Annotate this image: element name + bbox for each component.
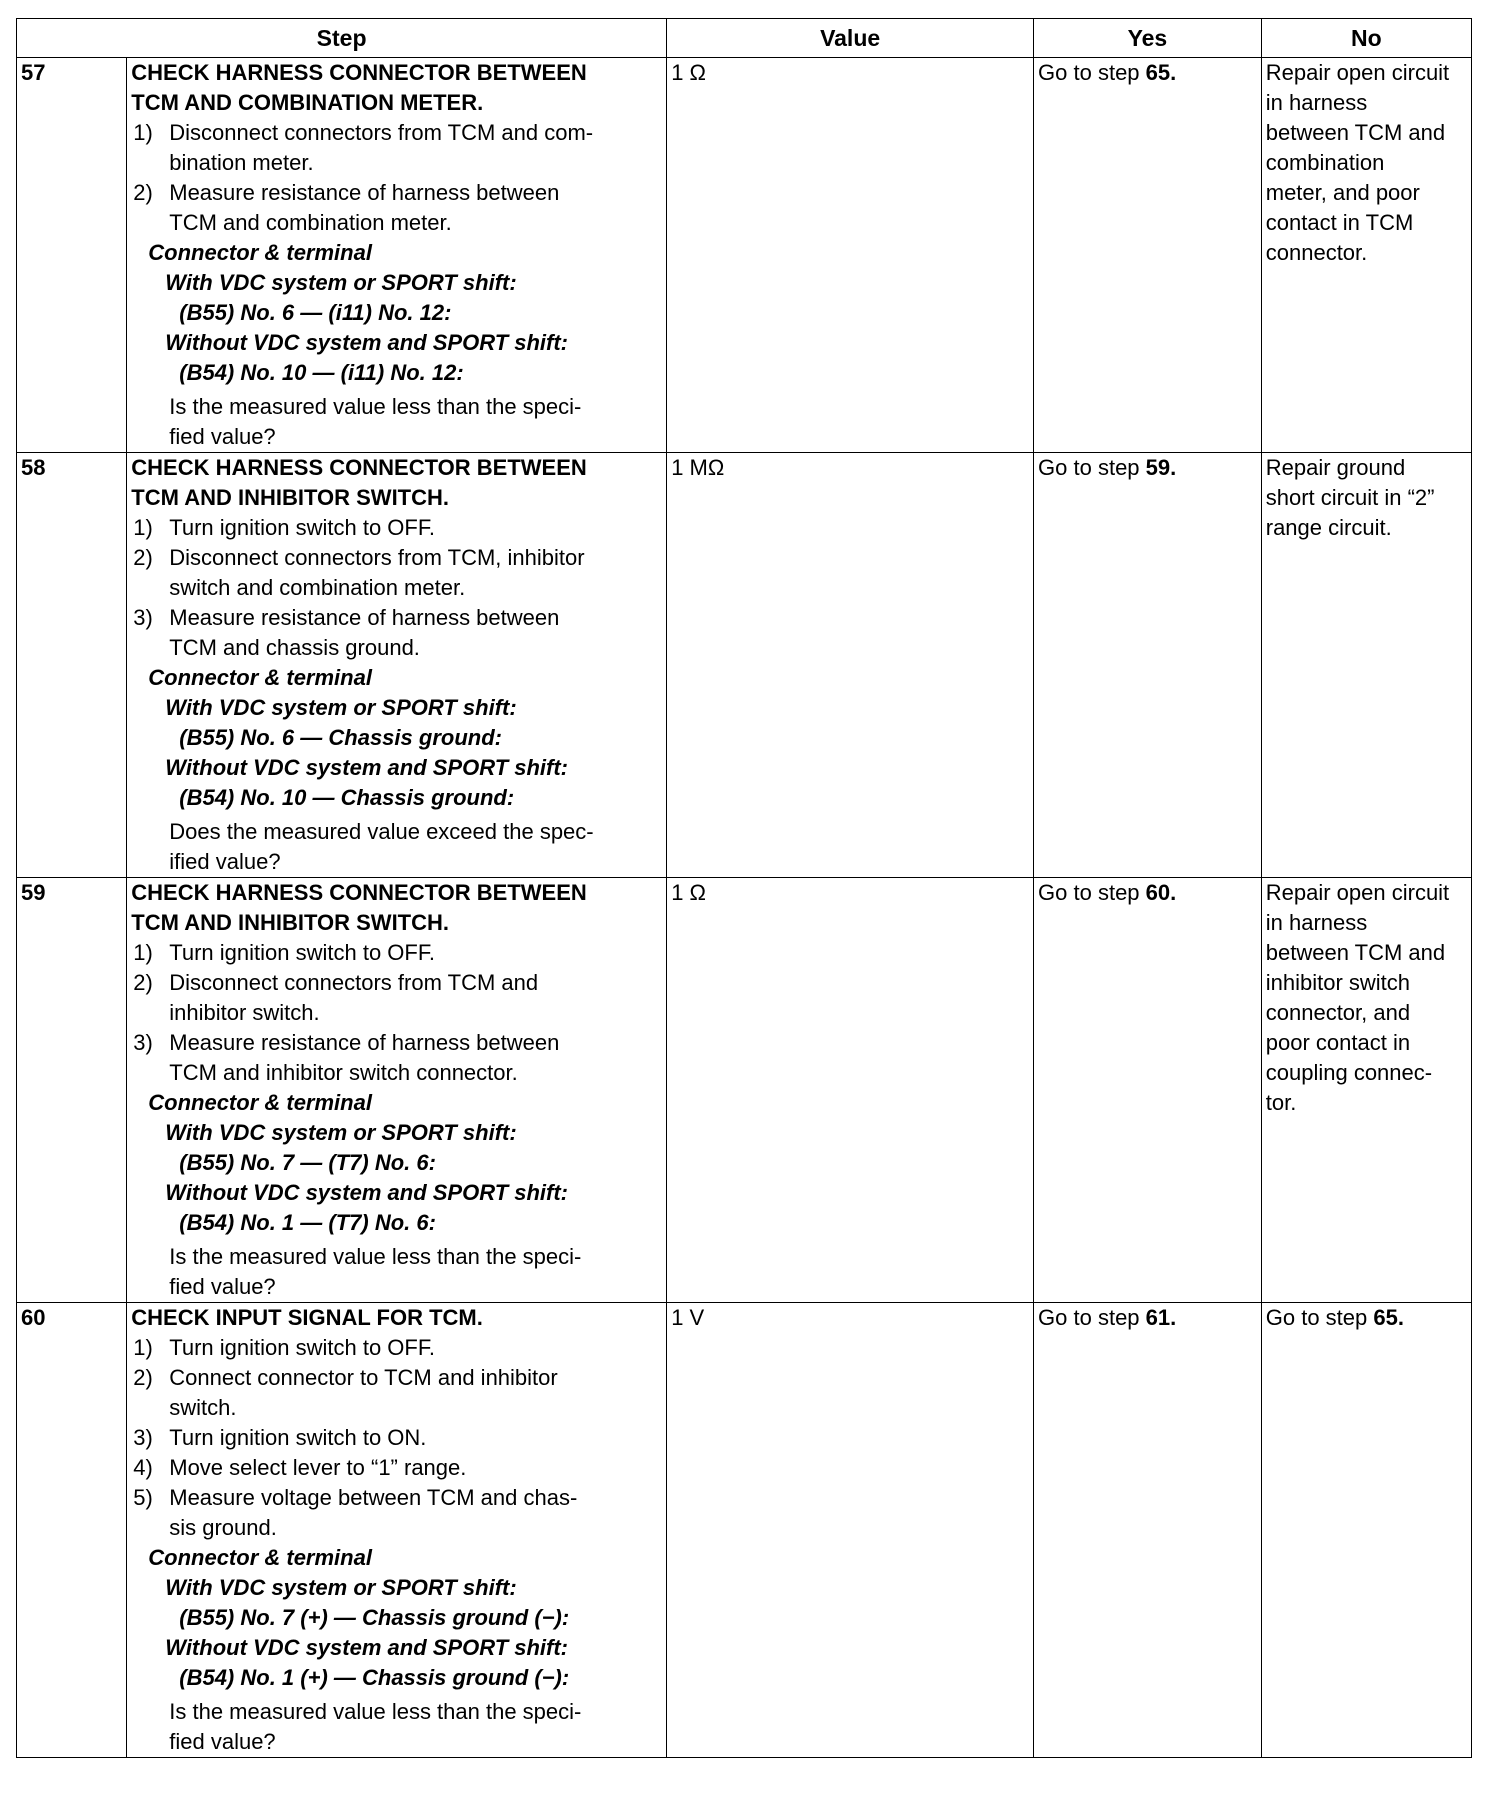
table-row bbox=[17, 878, 1472, 1303]
connector-heading: Connector & terminal bbox=[148, 1090, 372, 1115]
without-vdc-terminal: (B54) No. 10 — Chassis ground: bbox=[179, 785, 515, 810]
yes-step: 65. bbox=[1145, 60, 1177, 85]
list-number: 2) bbox=[133, 545, 153, 570]
list-item bbox=[133, 118, 662, 178]
connector-heading: Connector & terminal bbox=[148, 665, 372, 690]
list-number: 1) bbox=[133, 1335, 153, 1360]
table-row bbox=[17, 453, 1472, 878]
no-step: 65. bbox=[1373, 1305, 1404, 1330]
with-vdc-label: With VDC system or SPORT shift: bbox=[165, 1120, 517, 1145]
step-description bbox=[127, 1303, 667, 1758]
step-list bbox=[131, 118, 662, 238]
step-title: CHECK INPUT SIGNAL FOR TCM. bbox=[131, 1305, 483, 1330]
header-no: No bbox=[1261, 19, 1471, 58]
list-item bbox=[133, 513, 662, 543]
list-text: Measure voltage between TCM and chas- sis ground. bbox=[169, 1485, 578, 1540]
list-item bbox=[133, 1483, 662, 1543]
yes-cell bbox=[1034, 878, 1262, 1303]
yes-step: 61. bbox=[1145, 1305, 1177, 1330]
without-vdc-label: Without VDC system and SPORT shift: bbox=[165, 1635, 569, 1660]
list-text: Move select lever to “1” range. bbox=[169, 1455, 467, 1480]
no-prefix: Go to step bbox=[1265, 1305, 1374, 1330]
step-number: 60 bbox=[17, 1303, 127, 1758]
table-row bbox=[17, 1303, 1472, 1758]
step-number: 59 bbox=[17, 878, 127, 1303]
step-list bbox=[131, 513, 662, 663]
list-text: Measure resistance of harness between TCM and inhibitor switch connector. bbox=[169, 1030, 560, 1085]
list-item bbox=[133, 938, 662, 968]
yes-cell bbox=[1034, 1303, 1262, 1758]
list-text: Turn ignition switch to OFF. bbox=[169, 940, 435, 965]
without-vdc-terminal: (B54) No. 10 — (i11) No. 12: bbox=[179, 360, 464, 385]
step-number: 58 bbox=[17, 453, 127, 878]
list-item bbox=[133, 968, 662, 1028]
without-vdc-label: Without VDC system and SPORT shift: bbox=[165, 330, 569, 355]
without-vdc-label: Without VDC system and SPORT shift: bbox=[165, 755, 569, 780]
no-cell: Repair open circuit in harness between TCM and combination meter, and poor contact in TCM connector. bbox=[1261, 58, 1471, 453]
list-item bbox=[133, 1028, 662, 1088]
list-text: Connect connector to TCM and inhibitor switch. bbox=[169, 1365, 558, 1420]
list-text: Disconnect connectors from TCM and inhibitor switch. bbox=[169, 970, 539, 1025]
step-list bbox=[131, 938, 662, 1088]
value-cell: 1 Ω bbox=[667, 878, 1034, 1303]
list-item bbox=[133, 1363, 662, 1423]
list-number: 2) bbox=[133, 1365, 153, 1390]
list-text: Measure resistance of harness between TCM and chassis ground. bbox=[169, 605, 560, 660]
list-item bbox=[133, 543, 662, 603]
header-yes: Yes bbox=[1034, 19, 1262, 58]
list-item bbox=[133, 178, 662, 238]
list-item bbox=[133, 603, 662, 663]
list-text: Disconnect connectors from TCM and com- bination meter. bbox=[169, 120, 594, 175]
list-number: 5) bbox=[133, 1485, 153, 1510]
step-description bbox=[127, 58, 667, 453]
step-title: CHECK HARNESS CONNECTOR BETWEEN TCM AND INHIBITOR SWITCH. bbox=[131, 880, 587, 935]
list-item bbox=[133, 1423, 662, 1453]
with-vdc-terminal: (B55) No. 6 — Chassis ground: bbox=[179, 725, 502, 750]
header-row bbox=[17, 19, 1472, 58]
step-question: Is the measured value less than the speci- fied value? bbox=[169, 394, 582, 449]
with-vdc-terminal: (B55) No. 6 — (i11) No. 12: bbox=[179, 300, 452, 325]
yes-cell bbox=[1034, 453, 1262, 878]
diagnostic-table bbox=[16, 18, 1472, 1758]
yes-prefix: Go to step bbox=[1038, 880, 1146, 905]
with-vdc-terminal: (B55) No. 7 (+) — Chassis ground (−): bbox=[179, 1605, 570, 1630]
list-number: 3) bbox=[133, 1425, 153, 1450]
yes-prefix: Go to step bbox=[1038, 455, 1146, 480]
header-value: Value bbox=[667, 19, 1034, 58]
yes-prefix: Go to step bbox=[1038, 60, 1146, 85]
with-vdc-terminal: (B55) No. 7 — (T7) No. 6: bbox=[179, 1150, 436, 1175]
list-item bbox=[133, 1453, 662, 1483]
list-text: Turn ignition switch to OFF. bbox=[169, 1335, 435, 1360]
list-text: Measure resistance of harness between TCM and combination meter. bbox=[169, 180, 560, 235]
list-number: 1) bbox=[133, 515, 153, 540]
table-row bbox=[17, 58, 1472, 453]
connector-heading: Connector & terminal bbox=[148, 1545, 372, 1570]
with-vdc-label: With VDC system or SPORT shift: bbox=[165, 270, 517, 295]
step-title: CHECK HARNESS CONNECTOR BETWEEN TCM AND COMBINATION METER. bbox=[131, 60, 587, 115]
step-list bbox=[131, 1333, 662, 1543]
list-number: 3) bbox=[133, 1030, 153, 1055]
list-number: 3) bbox=[133, 605, 153, 630]
step-question: Is the measured value less than the speci- fied value? bbox=[169, 1244, 582, 1299]
connector-heading: Connector & terminal bbox=[148, 240, 372, 265]
list-text: Turn ignition switch to ON. bbox=[169, 1425, 427, 1450]
list-number: 2) bbox=[133, 970, 153, 995]
value-cell: 1 Ω bbox=[667, 58, 1034, 453]
yes-cell bbox=[1034, 58, 1262, 453]
step-description bbox=[127, 878, 667, 1303]
step-description bbox=[127, 453, 667, 878]
without-vdc-terminal: (B54) No. 1 (+) — Chassis ground (−): bbox=[179, 1665, 570, 1690]
without-vdc-terminal: (B54) No. 1 — (T7) No. 6: bbox=[179, 1210, 436, 1235]
value-cell: 1 V bbox=[667, 1303, 1034, 1758]
step-number: 57 bbox=[17, 58, 127, 453]
step-title: CHECK HARNESS CONNECTOR BETWEEN TCM AND INHIBITOR SWITCH. bbox=[131, 455, 587, 510]
header-step: Step bbox=[17, 19, 667, 58]
step-question: Is the measured value less than the speci- fied value? bbox=[169, 1699, 582, 1754]
list-number: 4) bbox=[133, 1455, 153, 1480]
no-cell: Repair open circuit in harness between TCM and inhibitor switch connector, and poor contact in coupling connec- tor. bbox=[1261, 878, 1471, 1303]
list-number: 2) bbox=[133, 180, 153, 205]
no-cell: Repair ground short circuit in “2” range circuit. bbox=[1261, 453, 1471, 878]
yes-step: 60. bbox=[1145, 880, 1177, 905]
yes-step: 59. bbox=[1145, 455, 1177, 480]
step-question: Does the measured value exceed the spec- ified value? bbox=[169, 819, 594, 874]
without-vdc-label: Without VDC system and SPORT shift: bbox=[165, 1180, 569, 1205]
yes-prefix: Go to step bbox=[1038, 1305, 1146, 1330]
list-text: Turn ignition switch to OFF. bbox=[169, 515, 435, 540]
no-cell bbox=[1261, 1303, 1471, 1758]
with-vdc-label: With VDC system or SPORT shift: bbox=[165, 1575, 517, 1600]
list-text: Disconnect connectors from TCM, inhibitor switch and combination meter. bbox=[169, 545, 585, 600]
with-vdc-label: With VDC system or SPORT shift: bbox=[165, 695, 517, 720]
list-number: 1) bbox=[133, 120, 153, 145]
value-cell: 1 MΩ bbox=[667, 453, 1034, 878]
list-item bbox=[133, 1333, 662, 1363]
list-number: 1) bbox=[133, 940, 153, 965]
